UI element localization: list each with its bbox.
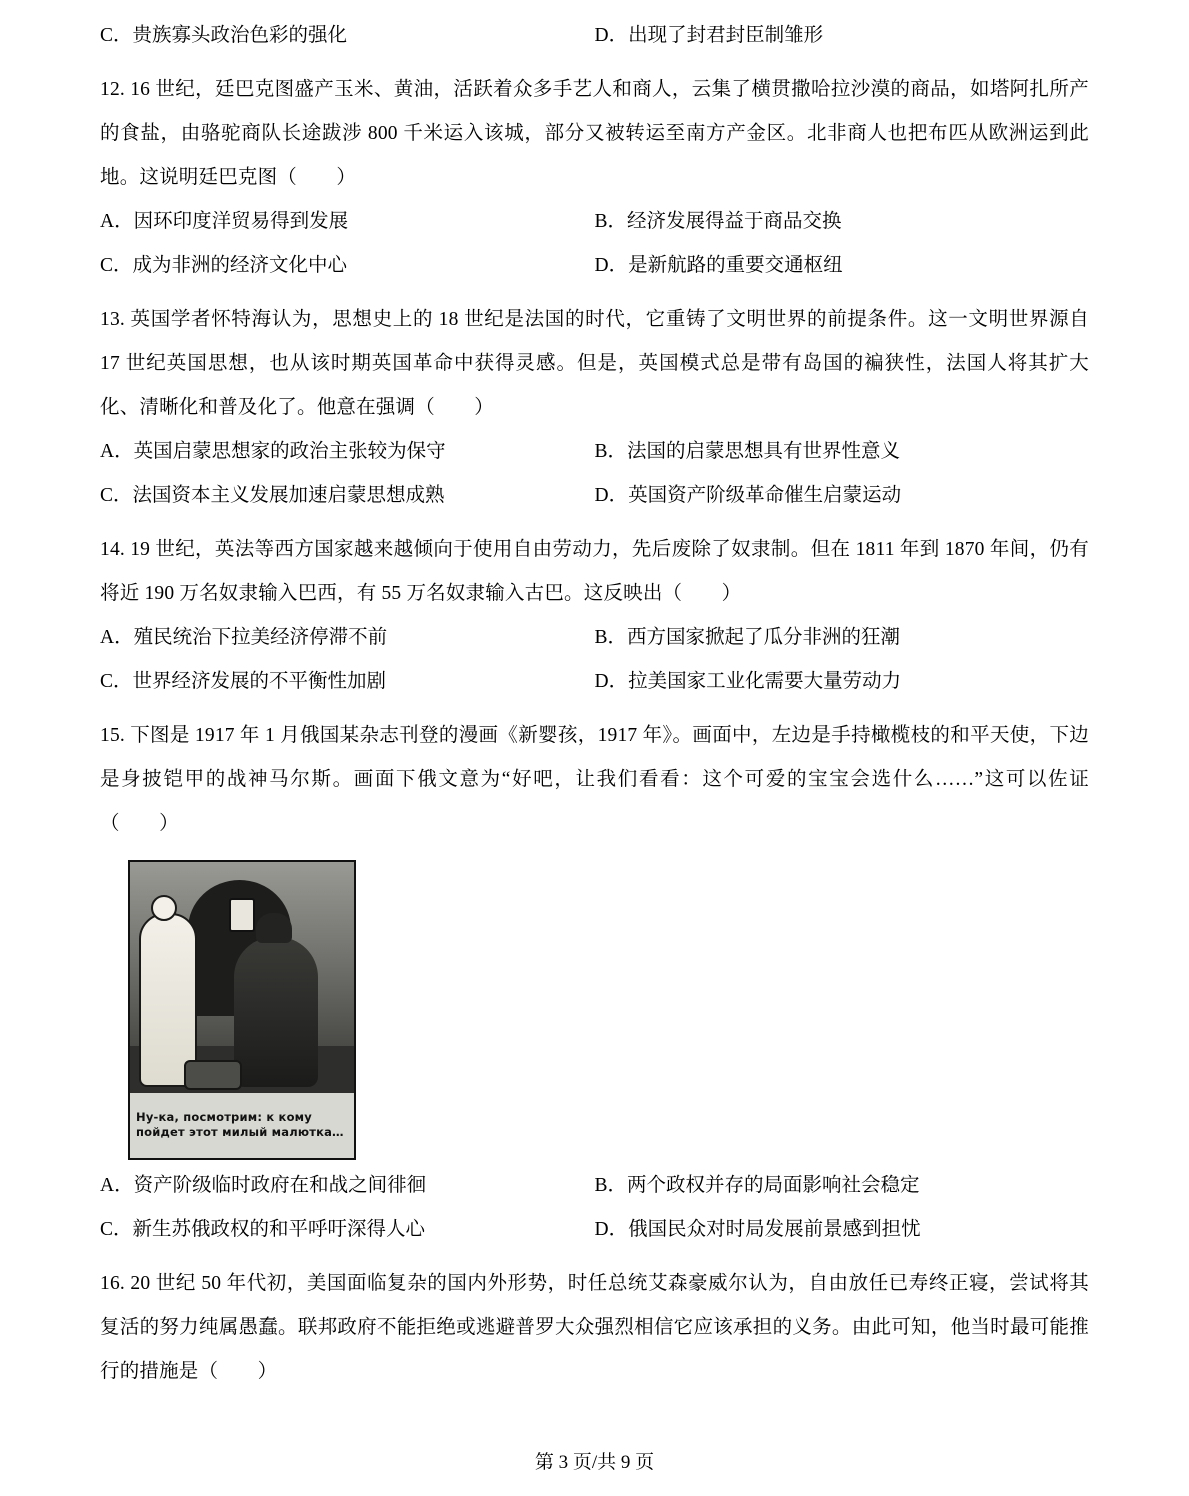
cartoon-cradle-shape — [184, 1060, 242, 1090]
question-14-stem: 14. 19 世纪，英法等西方国家越来越倾向于使用自由劳动力，先后废除了奴隶制。但在 1811 年到 1870 年间，仍有将近 190 万名奴隶输入巴西，有 55 万名奴隶输入古巴。这反映出（ ） — [100, 539, 1089, 604]
cartoon-caption — [130, 1093, 354, 1158]
question-13-stem: 13. 英国学者怀特海认为，思想史上的 18 世纪是法国的时代，它重铸了文明世界的前提条件。这一文明世界源自 17 世纪英国思想，也从该时期英国革命中获得灵感。但是，英国模式总是带有岛国的褊狭性，法国人将其扩大化、清晰化和普及化了。他意在强调（ ） — [100, 309, 1089, 418]
cartoon-caption-line-2: пойдет этот милый малютка… — [136, 1125, 344, 1140]
question-13-option-c: C．法国资本主义发展加速启蒙思想成熟 — [100, 485, 445, 506]
question-11-options-row — [100, 14, 1089, 58]
question-15-figure — [100, 860, 1089, 1160]
question-13-option-a: A．英国启蒙思想家的政治主张较为保守 — [100, 441, 446, 462]
question-15-option-d: D．俄国民众对时局发展前景感到担忧 — [594, 1219, 921, 1240]
question-12-options-row-1 — [100, 200, 1089, 244]
page-footer: 第 3 页/共 9 页 — [534, 1452, 655, 1473]
question-13-option-d: D．英国资产阶级革命催生启蒙运动 — [594, 485, 902, 506]
cartoon-lantern-shape — [229, 898, 255, 932]
cartoon-caption-line-1: Ну-ка, посмотрим: к кому — [136, 1110, 312, 1125]
question-14-option-a: A．殖民统治下拉美经济停滞不前 — [100, 627, 388, 648]
question-13-options-row-2 — [100, 474, 1089, 518]
question-16-stem: 16. 20 世纪 50 年代初，美国面临复杂的国内外形势，时任总统艾森豪威尔认为，自由放任已寿终正寝，尝试将其复活的努力纯属愚蠢。联邦政府不能拒绝或逃避普罗大众强烈相信它应该承担的义务。由此可知，他当时最可能推行的措施是（ ） — [100, 1273, 1089, 1382]
question-15-option-b: B．两个政权并存的局面影响社会稳定 — [594, 1175, 920, 1196]
cartoon-god-of-war-figure — [234, 937, 318, 1087]
option-c: C．贵族寡头政治色彩的强化 — [100, 25, 348, 46]
option-d: D．出现了封君封臣制雏形 — [594, 25, 824, 46]
question-15-option-c: C．新生苏俄政权的和平呼吁深得人心 — [100, 1219, 426, 1240]
question-13-option-b: B．法国的启蒙思想具有世界性意义 — [594, 441, 901, 462]
question-15-option-a: A．资产阶级临时政府在和战之间徘徊 — [100, 1175, 427, 1196]
question-14-option-d: D．拉美国家工业化需要大量劳动力 — [594, 671, 902, 692]
question-15-stem: 15. 下图是 1917 年 1 月俄国某杂志刊登的漫画《新婴孩，1917 年》。画面中，左边是手持橄榄枝的和平天使，下边是身披铠甲的战神马尔斯。画面下俄文意为“好吧，让我们看看：这个可爱的宝宝会选什么……”这可以佐证（ ） — [100, 725, 1089, 834]
question-12-stem: 12. 16 世纪，廷巴克图盛产玉米、黄油，活跃着众多手艺人和商人，云集了横贯撒哈拉沙漠的商品，如塔阿扎所产的食盐，由骆驼商队长途跋涉 800 千米运入该城，部分又被转运至南方产金区。北非商人也把布匹从欧洲运到此地。这说明廷巴克图（ ） — [100, 79, 1089, 188]
question-14-options-row-2 — [100, 660, 1089, 704]
question-14-options-row-1 — [100, 616, 1089, 660]
question-12-option-b: B．经济发展得益于商品交换 — [594, 211, 842, 232]
question-12-option-a: A．因环印度洋贸易得到发展 — [100, 211, 349, 232]
question-14-option-c: C．世界经济发展的不平衡性加剧 — [100, 671, 387, 692]
question-15-options-row-1 — [100, 1164, 1089, 1208]
russian-cartoon-1917-image — [128, 860, 356, 1160]
question-13-options-row-1 — [100, 430, 1089, 474]
question-12-options-row-2 — [100, 244, 1089, 288]
question-15-options-row-2 — [100, 1208, 1089, 1252]
question-12-option-d: D．是新航路的重要交通枢纽 — [594, 255, 843, 276]
question-12-option-c: C．成为非洲的经济文化中心 — [100, 255, 348, 276]
question-14-option-b: B．西方国家掀起了瓜分非洲的狂潮 — [594, 627, 901, 648]
